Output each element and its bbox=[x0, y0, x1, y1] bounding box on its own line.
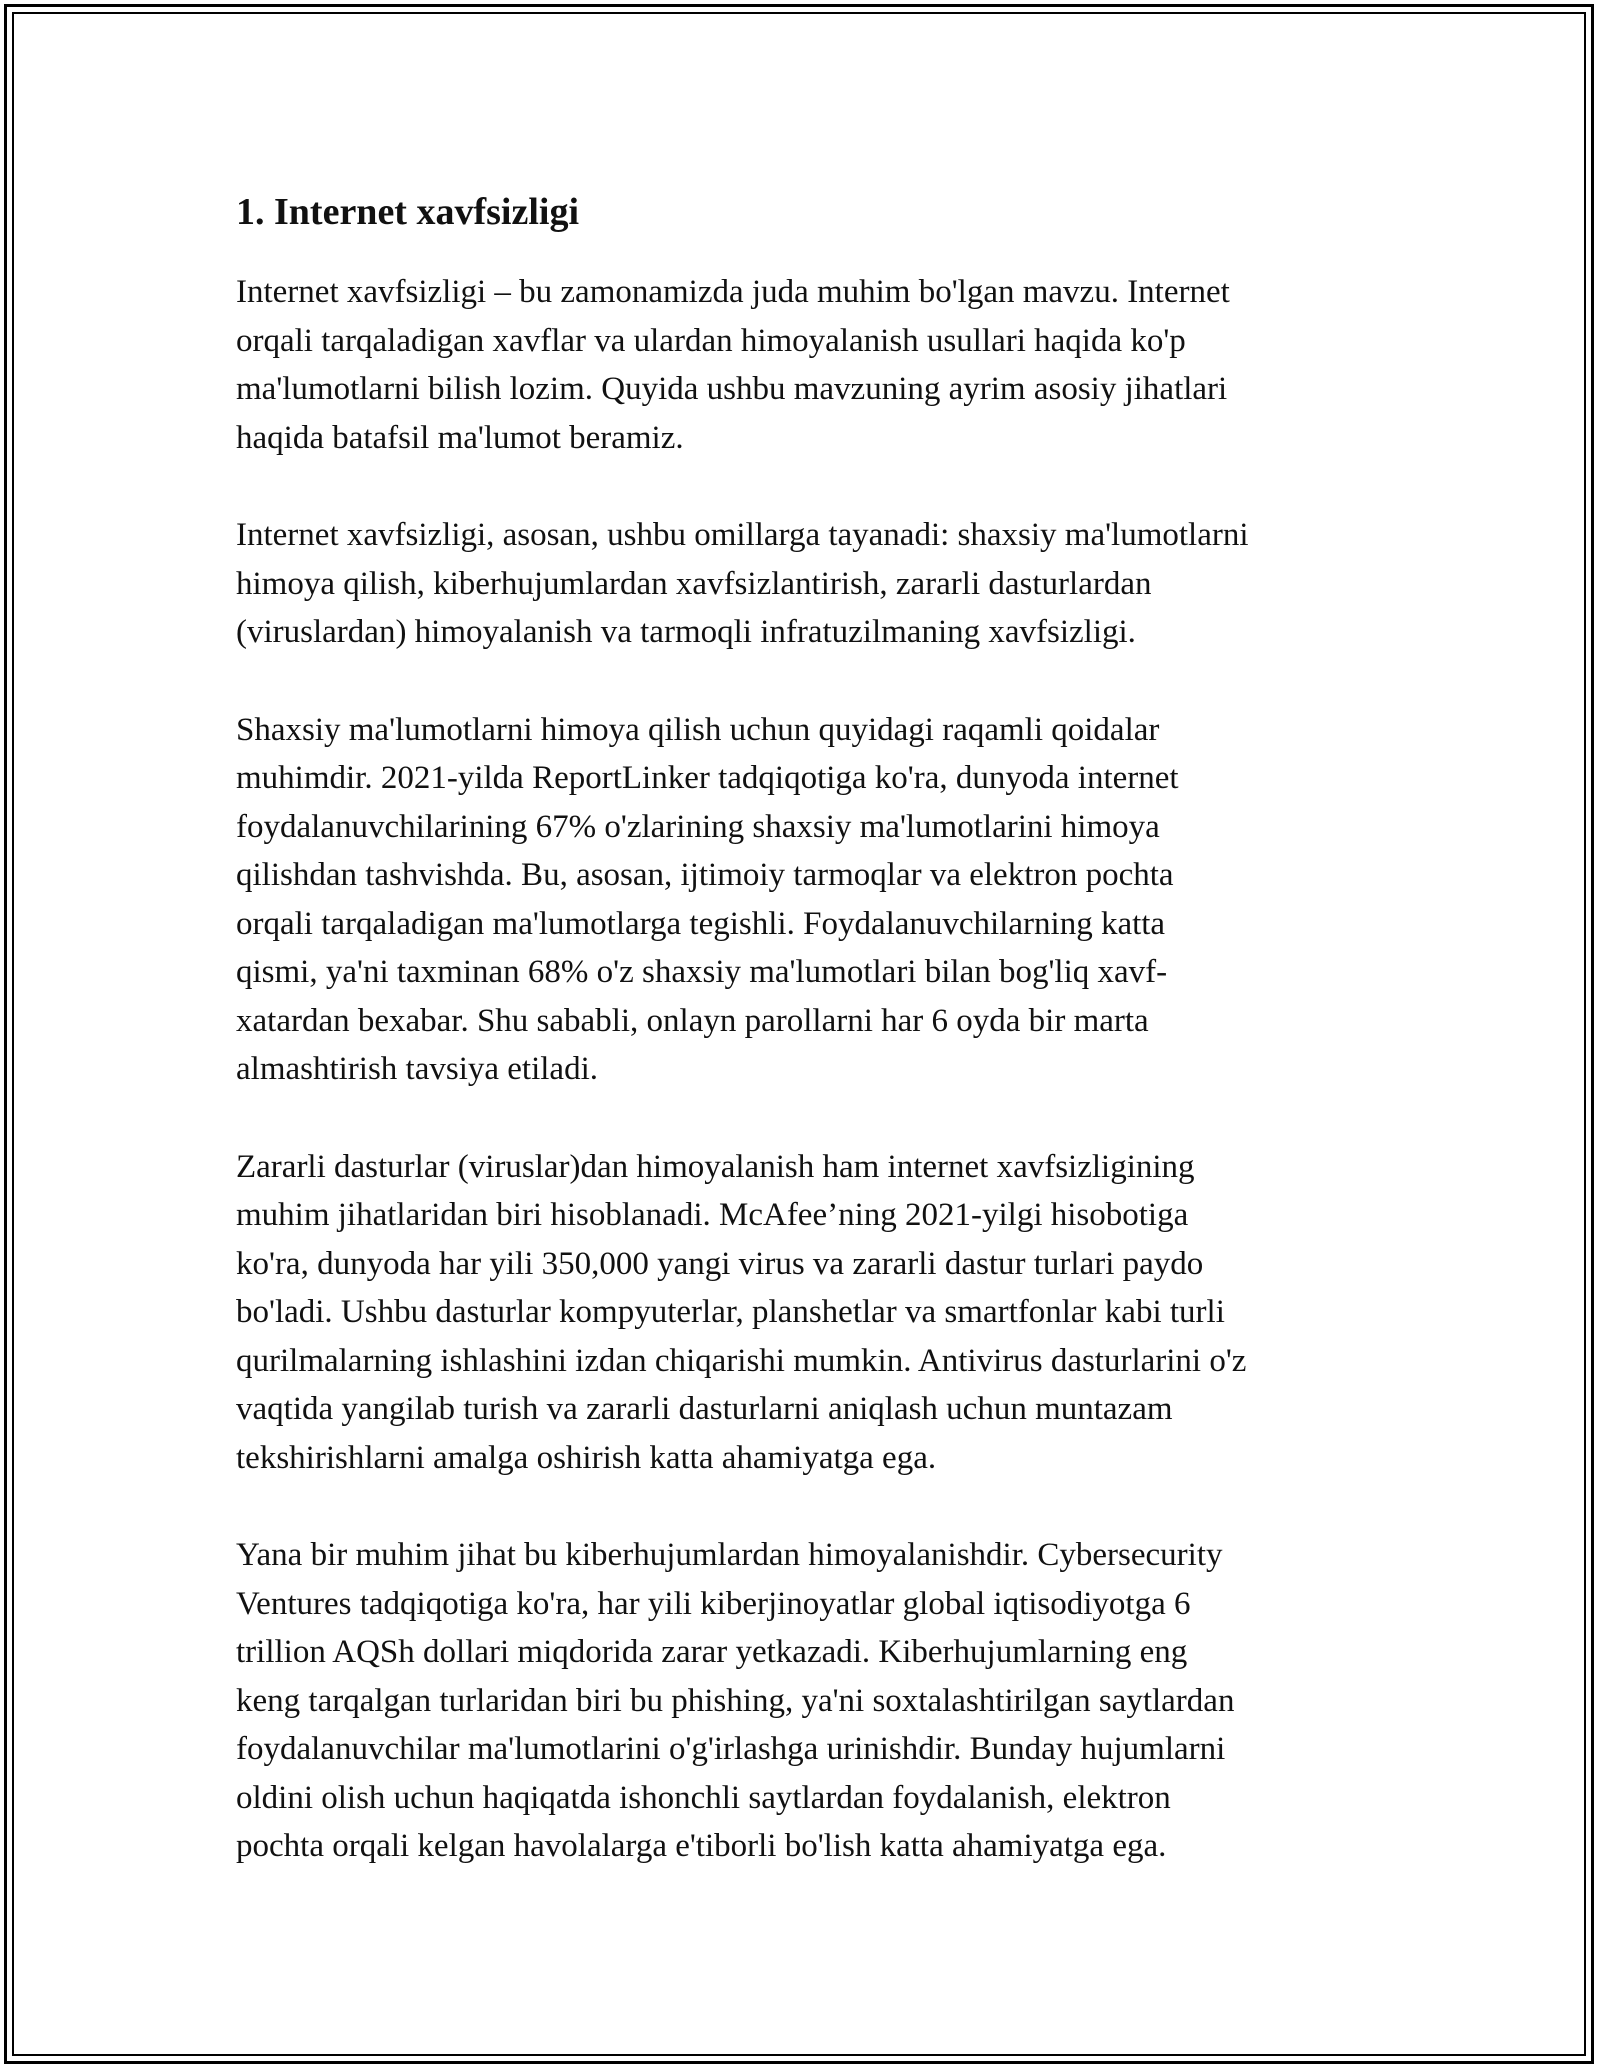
paragraph-line: vaqtida yangilab turish va zararli dasturlarni aniqlash uchun muntazam bbox=[236, 1391, 1173, 1427]
paragraph-line: Ventures tadqiqotiga ko'ra, har yili kiberjinoyatlar global iqtisodiyotga 6 bbox=[236, 1585, 1191, 1622]
paragraph-line: pochta orqali kelgan havolalarga e'tiborli bo'lish katta ahamiyatga ega. bbox=[236, 1828, 1167, 1864]
paragraph-line: Shaxsiy ma'lumotlarni himoya qilish uchun quyidagi raqamli qoidalar bbox=[236, 711, 1160, 748]
paragraph-line: foydalanuvchilar ma'lumotlarini o'g'irlashga urinishdir. Bunday hujumlarni bbox=[236, 1731, 1226, 1767]
paragraph-line: xatardan bexabar. Shu sababli, onlayn parollarni har 6 oyda bir marta bbox=[236, 1002, 1149, 1039]
paragraph-line: muhimdir. 2021-yilda ReportLinker tadqiqotiga ko'ra, dunyoda internet bbox=[236, 760, 1179, 796]
paragraph-line: orqali tarqaladigan ma'lumotlarga tegishli. Foydalanuvchilarning katta bbox=[236, 905, 1166, 942]
paragraph-line: Zararli dasturlar (viruslar)dan himoyalanish ham internet xavfsizligining bbox=[236, 1148, 1195, 1185]
paragraph-line: Internet xavfsizligi – bu zamonamizda juda muhim bo'lgan mavzu. Internet bbox=[236, 274, 1230, 310]
paragraph-line: foydalanuvchilarining 67% o'zlarining shaxsiy ma'lumotlarini himoya bbox=[236, 808, 1160, 845]
paragraph bbox=[236, 706, 1386, 1094]
paragraph-line: tekshirishlarni amalga oshirish katta ahamiyatga ega. bbox=[236, 1439, 937, 1476]
paragraph-line: Internet xavfsizligi, asosan, ushbu omillarga tayanadi: shaxsiy ma'lumotlarni bbox=[236, 517, 1249, 553]
paragraph-line: (viruslardan) himoyalanish va tarmoqli infratuzilmaning xavfsizligi. bbox=[236, 614, 1136, 650]
paragraph-line: qurilmalarning ishlashini izdan chiqarishi mumkin. Antivirus dasturlarini o'z bbox=[236, 1342, 1247, 1379]
paragraph bbox=[236, 1143, 1386, 1483]
paragraph-line: almashtirish tavsiya etiladi. bbox=[236, 1051, 599, 1087]
paragraph-line: qilishdan tashvishda. Bu, asosan, ijtimoiy tarmoqlar va elektron pochta bbox=[236, 857, 1174, 893]
paragraph bbox=[236, 268, 1386, 462]
document-body bbox=[236, 186, 1386, 1920]
paragraph-line: bo'ladi. Ushbu dasturlar kompyuterlar, planshetlar va smartfonlar kabi turli bbox=[236, 1294, 1225, 1330]
paragraph-list bbox=[236, 268, 1386, 1871]
paragraph bbox=[236, 1531, 1386, 1871]
paragraph-line: himoya qilish, kiberhujumlardan xavfsizlantirish, zararli dasturlardan bbox=[236, 565, 1152, 602]
paragraph-line: ma'lumotlarni bilish lozim. Quyida ushbu mavzuning ayrim asosiy jihatlari bbox=[236, 371, 1228, 407]
paragraph-line: trillion AQSh dollari miqdorida zarar yetkazadi. Kiberhujumlarning eng bbox=[236, 1634, 1188, 1670]
paragraph-line: qismi, ya'ni taxminan 68% o'z shaxsiy ma'lumotlari bilan bog'liq xavf- bbox=[236, 954, 1168, 990]
paragraph-line: haqida batafsil ma'lumot beramiz. bbox=[236, 419, 684, 456]
section-heading: 1. Internet xavfsizligi bbox=[236, 191, 580, 233]
paragraph-line: Yana bir muhim jihat bu kiberhujumlardan himoyalanishdir. Cybersecurity bbox=[236, 1537, 1223, 1573]
paragraph-line: keng tarqalgan turlaridan biri bu phishing, ya'ni soxtalashtirilgan saytlardan bbox=[236, 1682, 1235, 1719]
paragraph-line: muhim jihatlaridan biri hisoblanadi. McAfee’ning 2021-yilgi hisobotiga bbox=[236, 1197, 1189, 1233]
paragraph-line: ko'ra, dunyoda har yili 350,000 yangi virus va zararli dastur turlari paydo bbox=[236, 1245, 1204, 1282]
paragraph-line: orqali tarqaladigan xavflar va ulardan himoyalanish usullari haqida ko'p bbox=[236, 322, 1186, 359]
paragraph bbox=[236, 511, 1386, 657]
paragraph-line: oldini olish uchun haqiqatda ishonchli saytlardan foydalanish, elektron bbox=[236, 1779, 1171, 1816]
